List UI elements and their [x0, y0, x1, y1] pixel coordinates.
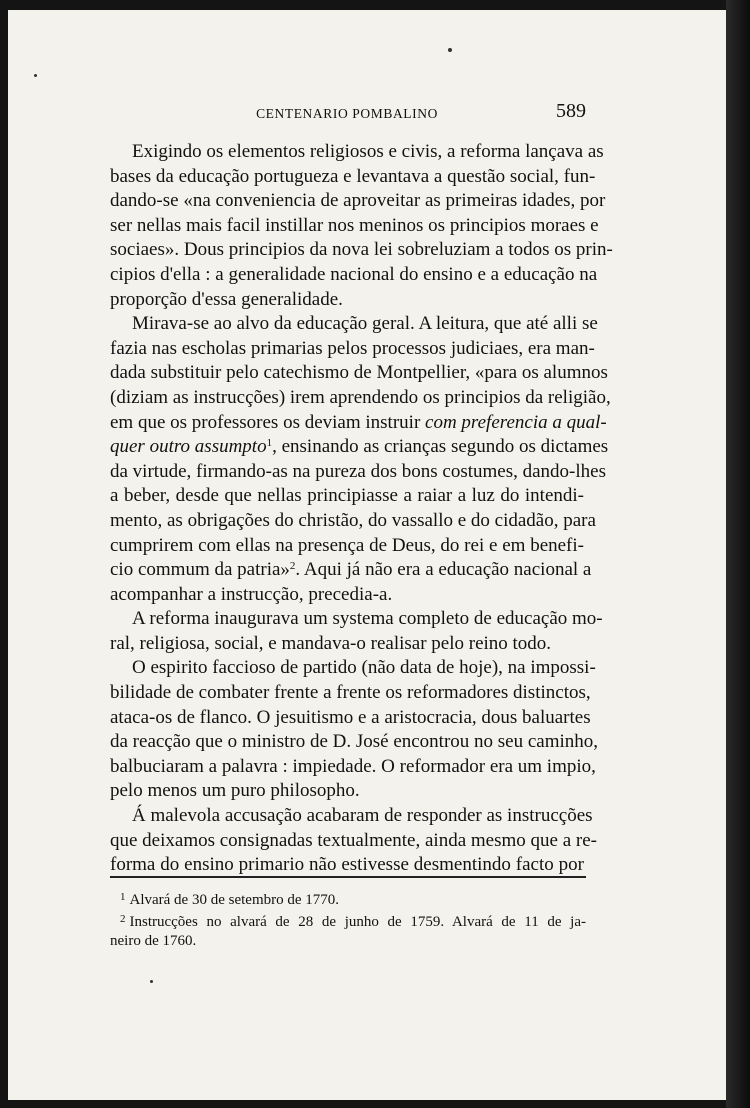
text-line: cipios d'ella : a generalidade nacional do ensino e a educação na	[110, 263, 598, 285]
text-line	[110, 558, 592, 583]
italic-phrase: com preferencia a qual-	[425, 411, 607, 433]
footnote-ref-1: 1	[266, 437, 273, 450]
text-line: forma do ensino primario não estivesse desmentindo facto por	[110, 854, 584, 876]
page-number: 589	[556, 100, 586, 122]
text-line: dando-se «na conveniencia de aproveitar as primeiras idades, por	[110, 190, 606, 212]
text-segment: , ensinando as crianças segundo os dictames	[272, 436, 609, 458]
footnote-1	[110, 888, 586, 910]
text-line: acompanhar a instrucção, precedia-a.	[110, 583, 393, 605]
text-segment: . Aqui já não era a educação nacional a	[295, 559, 592, 581]
ink-speck	[448, 48, 452, 52]
text-line: bilidade de combater frente a frente os reformadores distinctos,	[110, 682, 591, 704]
text-line	[110, 411, 607, 436]
text-line: proporção d'essa generalidade.	[110, 288, 343, 310]
text-line: Á malevola accusação acabaram de responder as instrucções	[132, 805, 593, 827]
text-line: a beber, desde que nellas principiasse a raiar a luz do intendi-	[110, 485, 584, 507]
footnote-mark: 2	[120, 913, 126, 925]
footnote-text: Alvará de 30 de setembro de 1770.	[129, 892, 340, 908]
footnotes	[110, 888, 586, 951]
text-line: fazia nas escholas primarias pelos processos judiciaes, era man-	[110, 337, 595, 359]
text-line: sociaes». Dous principios da nova lei sobreluziam a todos os prin-	[110, 239, 613, 261]
footnote-separator	[110, 876, 586, 878]
footnote-mark: 1	[120, 891, 126, 903]
text-segment: em que os professores os deviam instruir	[110, 411, 426, 433]
text-line: pelo menos um puro philosopho.	[110, 780, 360, 802]
footnote-2-continued: neiro de 1760.	[110, 933, 197, 949]
page-header	[108, 100, 586, 128]
footnote-2	[110, 910, 586, 932]
text-segment: cio commum da patria»	[110, 559, 290, 581]
body-text	[110, 140, 613, 878]
text-line	[110, 435, 609, 460]
running-title: CENTENARIO POMBALINO	[256, 106, 438, 121]
text-line: que deixamos consignadas textualmente, ainda mesmo que a re-	[110, 829, 597, 851]
text-line: ser nellas mais facil instillar nos meninos os principios moraes e	[110, 214, 599, 236]
text-line: da reacção que o ministro de D. José encontrou no seu caminho,	[110, 731, 599, 753]
text-line: ral, religiosa, social, e mandava-o realisar pelo reino todo.	[110, 632, 552, 654]
footnote-text: Instrucções no alvará de 28 de junho de 1759. Alvará de 11 de ja-	[129, 914, 586, 930]
text-line: Exigindo os elementos religiosos e civis, a reforma lançava as	[132, 141, 604, 162]
ink-speck	[150, 980, 153, 983]
italic-phrase: quer outro assumpto	[110, 436, 267, 458]
text-line: bases da educação portugueza e levantava a questão social, fun-	[110, 165, 596, 187]
text-line: balbuciaram a palavra : impiedade. O reformador era um impio,	[110, 755, 596, 777]
text-line: mento, as obrigações do christão, do vassallo e do cidadão, para	[110, 509, 596, 531]
page-edge-shadow	[726, 0, 750, 1108]
text-line: da virtude, firmando-as na pureza dos bons costumes, dando-lhes	[110, 460, 606, 482]
text-line: dada substituir pelo catechismo de Montpellier, «para os alumnos	[110, 362, 608, 384]
text-line: cumprirem com ellas na presença de Deus, do rei e em benefi-	[110, 534, 584, 556]
text-line: A reforma inaugurava um systema completo de educação mo-	[132, 608, 603, 630]
text-line: Mirava-se ao alvo da educação geral. A leitura, que até alli se	[132, 313, 598, 335]
text-line: ataca-os de flanco. O jesuitismo e a aristocracia, dous baluartes	[110, 706, 591, 728]
text-line: (diziam as instrucções) irem aprendendo os principios da religião,	[110, 386, 611, 408]
text-line: O espirito faccioso de partido (não data de hoje), na impossi-	[132, 657, 596, 679]
ink-speck	[34, 74, 37, 77]
footnote-ref-2: 2	[289, 560, 296, 573]
